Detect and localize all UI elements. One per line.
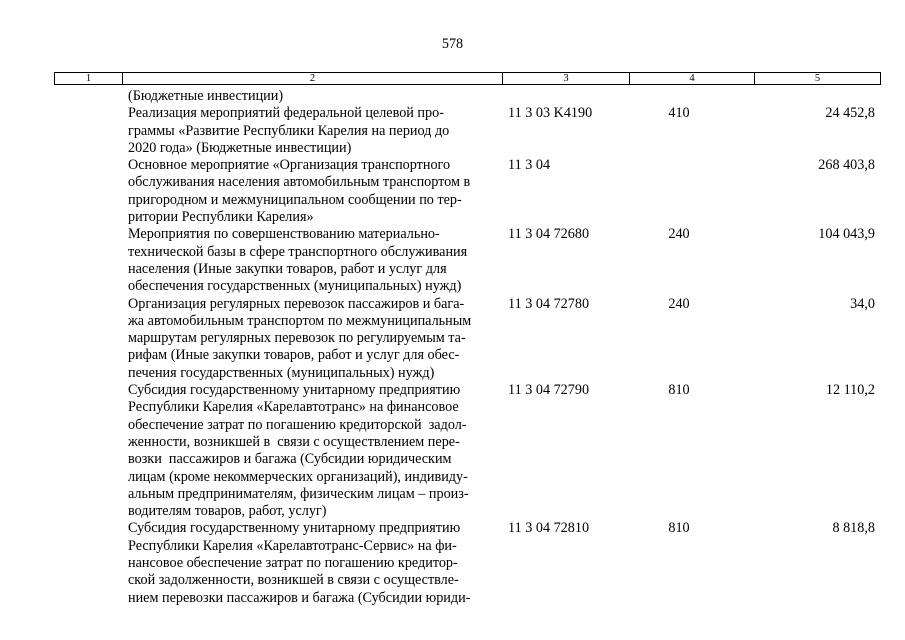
description-line: обеспечение затрат по погашению кредиторской задол- <box>128 416 467 433</box>
row-expense-type: 810 <box>668 520 690 537</box>
page-number: 578 <box>441 36 464 52</box>
row-description <box>128 105 500 157</box>
row-description <box>128 226 500 295</box>
description-line: женности, возникшей в связи с осуществлением пере- <box>128 433 460 450</box>
description-line: обеспечения государственных (муниципальных) нужд) <box>128 278 462 295</box>
description-line: жа автомобильным транспортом по межмуниципальным <box>128 312 472 329</box>
table-row <box>0 226 905 295</box>
row-code: 11 3 04 72680 <box>508 226 590 243</box>
description-line: маршрутам регулярных перевозок по регулируемым та- <box>128 330 466 347</box>
row-expense-type: 810 <box>668 382 690 399</box>
description-line: печения государственных (муниципальных) нужд) <box>128 364 435 381</box>
column-header-table <box>54 72 881 85</box>
table-row <box>0 88 905 105</box>
row-code: 11 3 04 72790 <box>508 382 590 399</box>
description-line: граммы «Развитие Республики Карелия на период до <box>128 122 450 139</box>
row-amount: 8 818,8 <box>832 520 875 537</box>
description-line: Мероприятия по совершенствованию материально- <box>128 226 440 243</box>
row-expense-type: 240 <box>668 226 690 243</box>
description-line: Организация регулярных перевозок пассажиров и бага- <box>128 295 465 312</box>
description-line: (Бюджетные инвестиции) <box>128 88 284 104</box>
table-body <box>0 88 905 607</box>
row-amount: 24 452,8 <box>825 105 875 122</box>
table-row <box>0 157 905 226</box>
row-expense-type: 410 <box>668 105 690 122</box>
description-line: обслуживания населения автомобильным транспортом в <box>128 174 471 191</box>
table-row <box>0 520 905 607</box>
description-line: рифам (Иные закупки товаров, работ и услуг для обес- <box>128 347 460 364</box>
description-line: нансовое обеспечение затрат по погашению кредитор- <box>128 555 458 572</box>
row-code: 11 3 04 72810 <box>508 520 590 537</box>
row-amount: 104 043,9 <box>818 226 875 243</box>
row-amount: 12 110,2 <box>825 382 875 399</box>
column-header-1: 1 <box>55 73 123 85</box>
column-header-2: 2 <box>123 73 503 85</box>
row-description <box>128 520 500 606</box>
row-code: 11 3 03 K4190 <box>508 105 593 122</box>
description-line: возки пассажиров и багажа (Субсидии юридическим <box>128 451 452 468</box>
description-line: водителям товаров, работ, услуг) <box>128 503 327 520</box>
description-line: альным предпринимателям, физическим лицам – произ- <box>128 485 469 502</box>
description-line: Республики Карелия «Карелавтотранс-Сервис» на фи- <box>128 537 457 554</box>
column-header-4: 4 <box>630 73 755 85</box>
column-header-3: 3 <box>503 73 630 85</box>
row-description <box>128 382 500 520</box>
description-line: 2020 года» (Бюджетные инвестиции) <box>128 139 352 156</box>
row-amount: 268 403,8 <box>818 157 875 174</box>
description-line: лицам (кроме некоммерческих организаций), индивиду- <box>128 468 468 485</box>
table-row <box>0 105 905 157</box>
row-code: 11 3 04 <box>508 157 551 174</box>
description-line: пригородном и межмуниципальном сообщении по тер- <box>128 191 462 208</box>
description-line: Реализация мероприятий федеральной целевой про- <box>128 105 444 122</box>
description-line: населения (Иные закупки товаров, работ и услуг для <box>128 260 447 277</box>
row-description <box>128 88 500 105</box>
column-header-row <box>55 73 881 85</box>
description-line: ритории Республики Карелия» <box>128 209 314 226</box>
column-header-5: 5 <box>755 73 881 85</box>
row-description <box>128 296 500 382</box>
description-line: Субсидия государственному унитарному предприятию <box>128 520 461 537</box>
description-line: нием перевозки пассажиров и багажа (Субсидии юриди- <box>128 589 471 606</box>
table-row <box>0 382 905 520</box>
description-line: ской задолженности, возникшей в связи с осуществле- <box>128 572 459 589</box>
row-code: 11 3 04 72780 <box>508 295 590 312</box>
description-line: Основное мероприятие «Организация транспортного <box>128 157 451 174</box>
description-line: Республики Карелия «Карелавтотранс» на финансовое <box>128 399 459 416</box>
row-description <box>128 157 500 226</box>
row-amount: 34,0 <box>850 295 875 312</box>
row-expense-type: 240 <box>668 295 690 312</box>
description-line: Субсидия государственному унитарному предприятию <box>128 382 461 399</box>
description-line: технической базы в сфере транспортного обслуживания <box>128 243 468 260</box>
table-row <box>0 296 905 383</box>
